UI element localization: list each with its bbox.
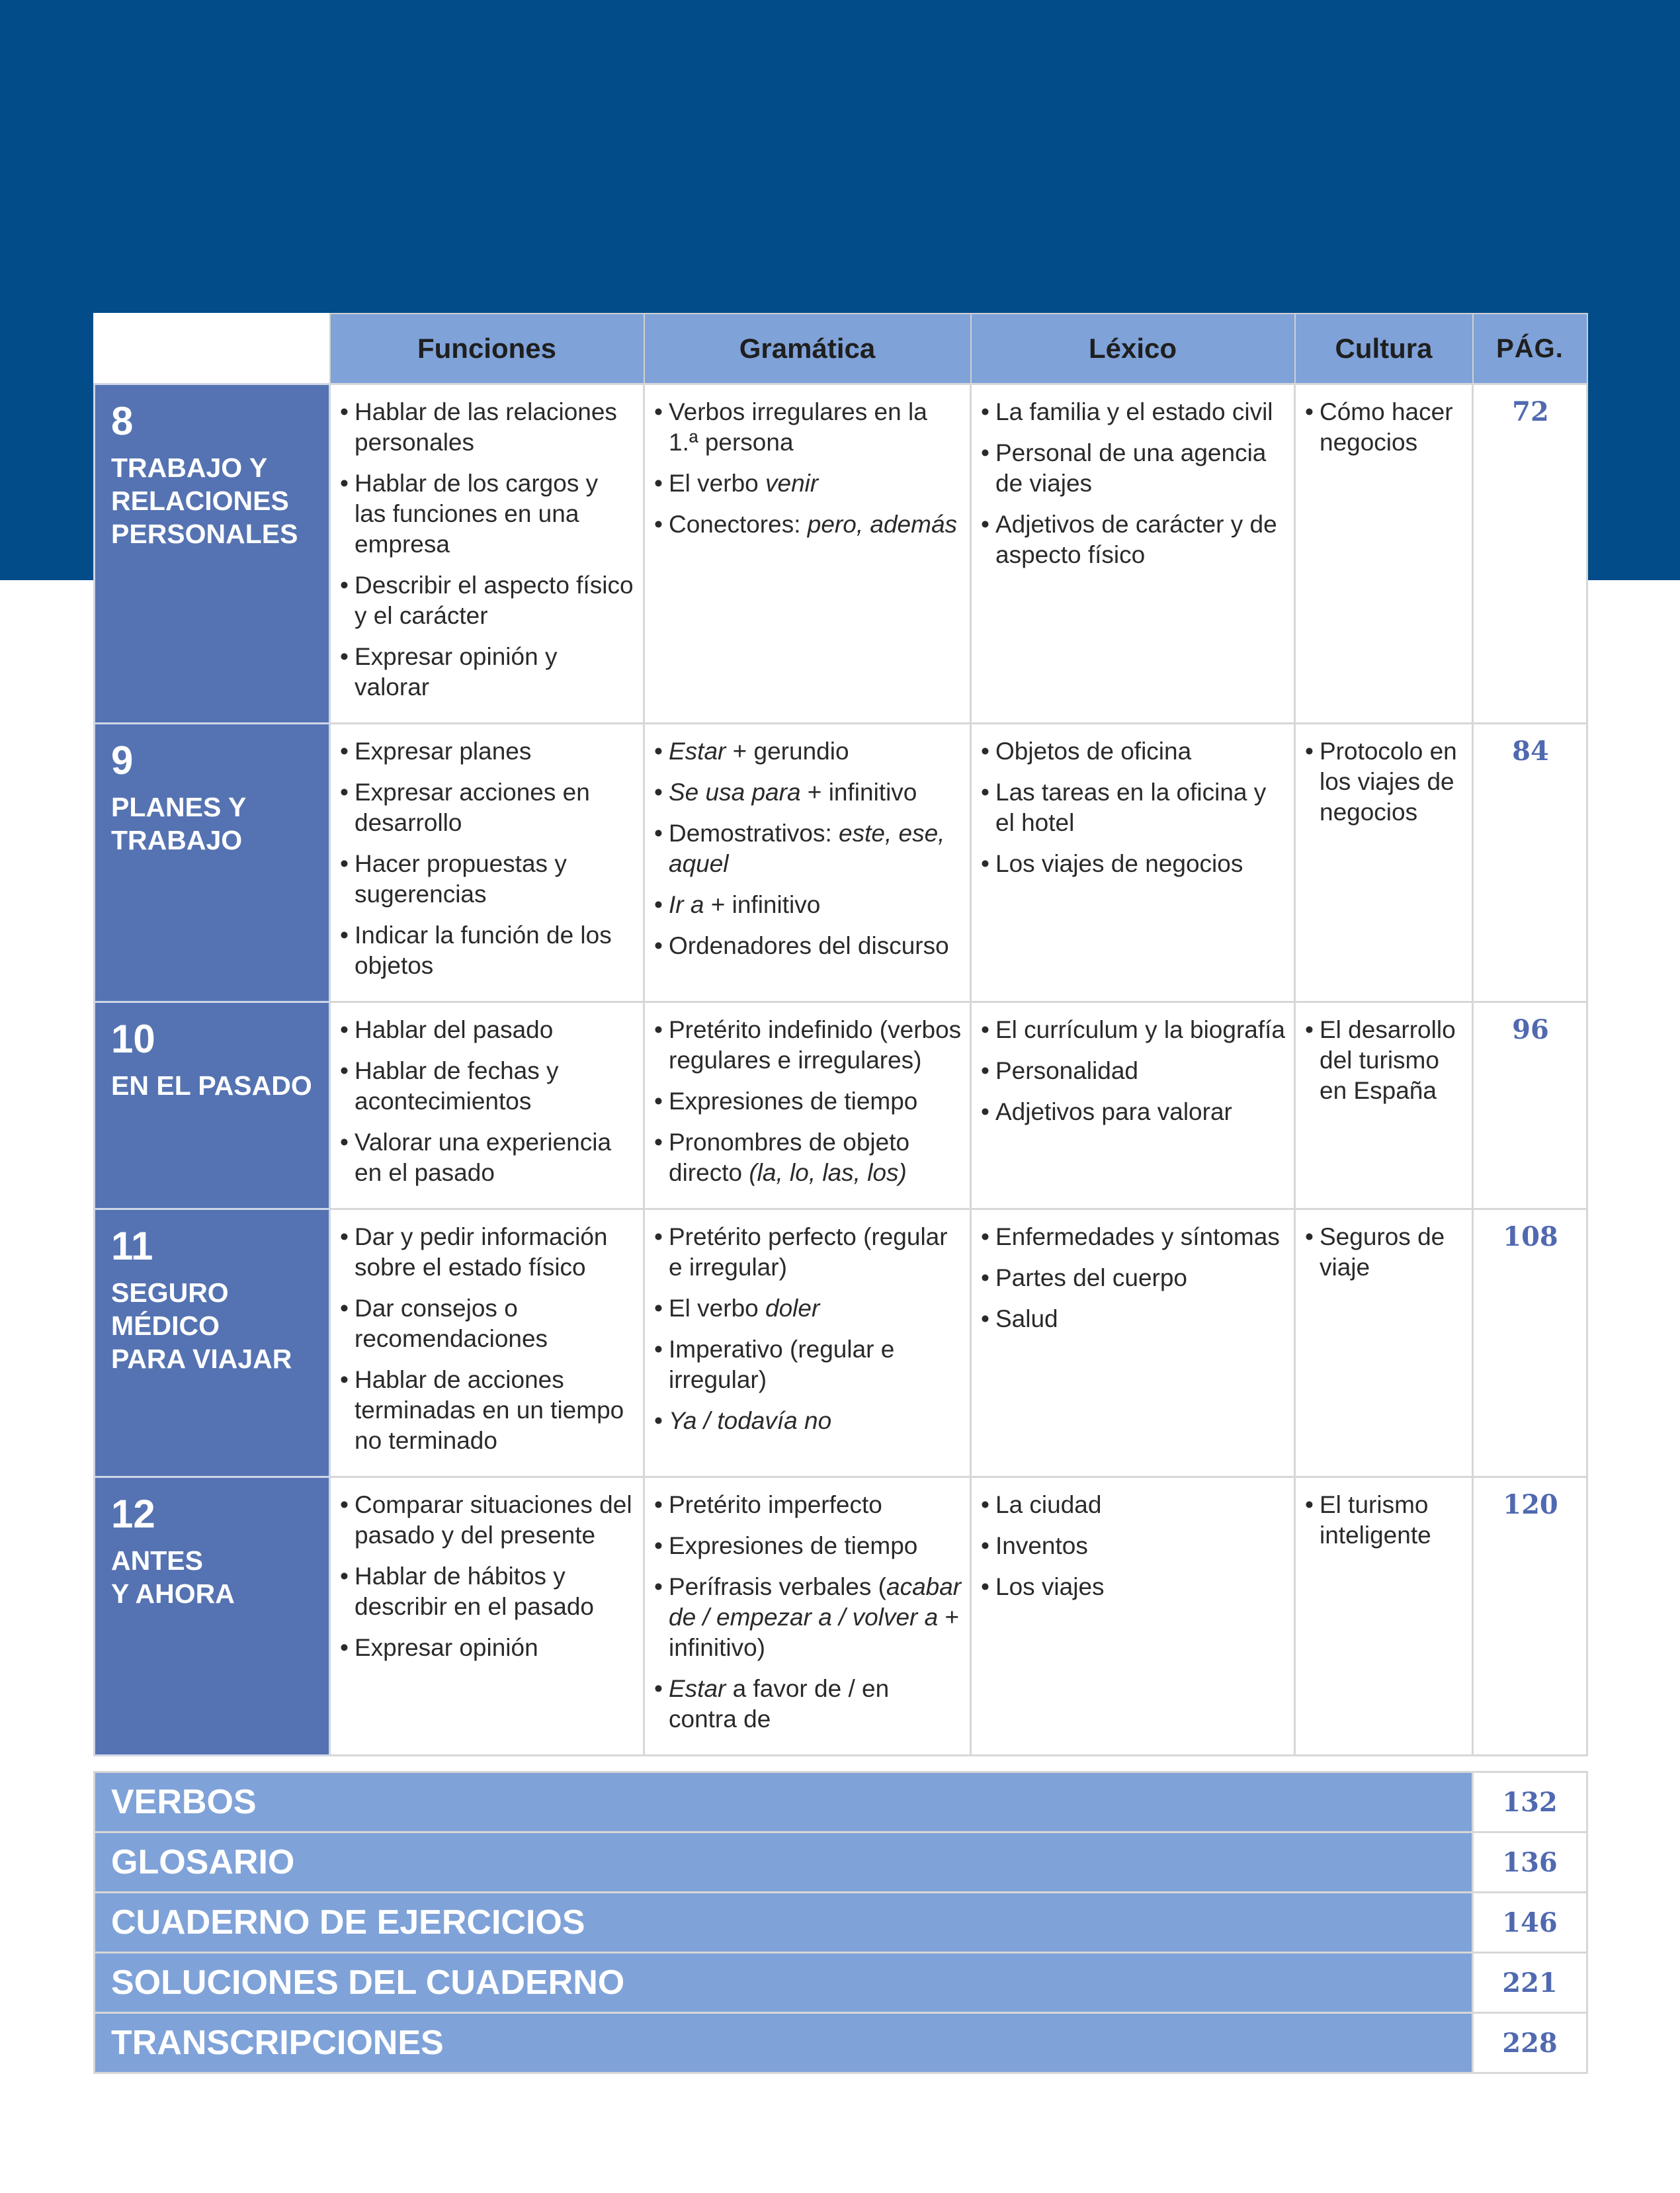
funciones-list-item: • Dar consejos o recomendaciones (340, 1293, 635, 1354)
cultura-cell (1295, 1002, 1473, 1209)
gramatica-list-item: • Pretérito perfecto (regular e irregular) (654, 1222, 962, 1283)
header-funciones: Funciones (330, 314, 644, 384)
cultura-cell (1295, 1209, 1473, 1477)
unit-row (95, 1477, 1587, 1756)
cultura-cell (1295, 384, 1473, 724)
page-number: 108 (1473, 1209, 1587, 1477)
gramatica-list-item: • Imperativo (regular e irregular) (654, 1334, 962, 1395)
unit-number: 10 (111, 1017, 155, 1061)
gramatica-list-item: • Pretérito imperfecto (654, 1490, 962, 1520)
appendix-label: CUADERNO DE EJERCICIOS (95, 1893, 1473, 1953)
gramatica-list (654, 1015, 962, 1188)
appendix-row (95, 1772, 1587, 1832)
funciones-list-item: • Expresar opinión (340, 1633, 635, 1663)
funciones-cell (330, 1477, 644, 1756)
funciones-list-item: • Valorar una experiencia en el pasado (340, 1127, 635, 1188)
lexico-cell (971, 724, 1295, 1002)
appendix-page-number: 228 (1473, 2013, 1587, 2073)
gramatica-list-item: • Se usa para + infinitivo (654, 777, 962, 808)
lexico-list-item: • Las tareas en la oficina y el hotel (981, 777, 1286, 838)
blank-header-cell (95, 314, 330, 384)
funciones-list-item: • Hablar de acciones terminadas en un tiempo no terminado (340, 1365, 635, 1456)
gramatica-list-item: • Expresiones de tiempo (654, 1086, 962, 1117)
lexico-list-item: • La ciudad (981, 1490, 1286, 1520)
cultura-list-item: • Cómo hacer negocios (1305, 397, 1464, 458)
funciones-list (340, 1222, 635, 1456)
page-number: 96 (1473, 1002, 1587, 1209)
unit-row (95, 384, 1587, 724)
gramatica-cell (644, 1477, 971, 1756)
page-number: 72 (1473, 384, 1587, 724)
unit-title: ANTES Y AHORA (111, 1545, 235, 1609)
lexico-list-item: • La familia y el estado civil (981, 397, 1286, 427)
lexico-list-item: • Los viajes de negocios (981, 849, 1286, 879)
gramatica-list (654, 736, 962, 961)
lexico-list-item: • Adjetivos para valorar (981, 1097, 1286, 1127)
lexico-list (981, 1222, 1286, 1334)
funciones-list-item: • Hablar del pasado (340, 1015, 635, 1045)
funciones-list-item: • Describir el aspecto físico y el carácter (340, 570, 635, 631)
appendix-label: GLOSARIO (95, 1832, 1473, 1893)
gramatica-cell (644, 1002, 971, 1209)
funciones-list (340, 1015, 635, 1188)
gramatica-list-item: • Estar a favor de / en contra de (654, 1674, 962, 1735)
unit-heading-cell (95, 384, 330, 724)
gramatica-list-item: • El verbo doler (654, 1293, 962, 1324)
unit-title: PLANES Y TRABAJO (111, 792, 247, 855)
gramatica-cell (644, 1209, 971, 1477)
funciones-cell (330, 1002, 644, 1209)
gramatica-list-item: • Demostrativos: este, ese, aquel (654, 818, 962, 879)
unit-number: 9 (111, 738, 134, 783)
gramatica-cell (644, 724, 971, 1002)
gramatica-list-item: • Pretérito indefinido (verbos regulares e irregulares) (654, 1015, 962, 1076)
cultura-list (1305, 1490, 1464, 1551)
gramatica-list-item: • El verbo venir (654, 468, 962, 499)
gramatica-list (654, 1222, 962, 1436)
gramatica-list-item: • Ir a + infinitivo (654, 890, 962, 920)
cultura-list (1305, 397, 1464, 458)
funciones-list (340, 1490, 635, 1663)
appendix-page-number: 132 (1473, 1772, 1587, 1832)
unit-number: 12 (111, 1492, 155, 1536)
lexico-list-item: • El currículum y la biografía (981, 1015, 1286, 1045)
gramatica-list-item: • Expresiones de tiempo (654, 1531, 962, 1561)
funciones-list-item: • Hablar de hábitos y describir en el pasado (340, 1561, 635, 1622)
gramatica-list-item: • Conectores: pero, además (654, 509, 962, 540)
gramatica-list-item: • Verbos irregulares en la 1.ª persona (654, 397, 962, 458)
funciones-list-item: • Indicar la función de los objetos (340, 920, 635, 981)
funciones-list-item: • Hablar de fechas y acontecimientos (340, 1056, 635, 1117)
unit-heading-cell (95, 1002, 330, 1209)
funciones-list-item: • Hablar de los cargos y las funciones en una empresa (340, 468, 635, 560)
page-number: 120 (1473, 1477, 1587, 1756)
appendix-rows (95, 1772, 1587, 2073)
unit-row (95, 1002, 1587, 1209)
cultura-cell (1295, 1477, 1473, 1756)
lexico-list (981, 397, 1286, 570)
cultura-list (1305, 1222, 1464, 1283)
page-number: 84 (1473, 724, 1587, 1002)
lexico-list-item: • Partes del cuerpo (981, 1263, 1286, 1293)
lexico-list (981, 1490, 1286, 1602)
header-lexico: Léxico (971, 314, 1295, 384)
gramatica-list-item: • Estar + gerundio (654, 736, 962, 767)
appendix-label: VERBOS (95, 1772, 1473, 1832)
unit-title: TRABAJO Y RELACIONES PERSONALES (111, 452, 298, 549)
gramatica-list (654, 397, 962, 540)
funciones-list-item: • Comparar situaciones del pasado y del presente (340, 1490, 635, 1551)
appendix-row (95, 2013, 1587, 2073)
appendix-label: SOLUCIONES DEL CUADERNO (95, 1953, 1473, 2013)
gramatica-cell (644, 384, 971, 724)
funciones-list (340, 397, 635, 703)
gramatica-list-item: • Ya / todavía no (654, 1406, 962, 1436)
appendix-page-number: 146 (1473, 1893, 1587, 1953)
cultura-list-item: • Seguros de viaje (1305, 1222, 1464, 1283)
lexico-list (981, 1015, 1286, 1127)
lexico-list-item: • Enfermedades y síntomas (981, 1222, 1286, 1252)
unit-heading-cell (95, 1209, 330, 1477)
lexico-list-item: • Adjetivos de carácter y de aspecto físico (981, 509, 1286, 570)
cultura-list (1305, 1015, 1464, 1106)
cultura-cell (1295, 724, 1473, 1002)
gramatica-list-item: • Ordenadores del discurso (654, 931, 962, 961)
funciones-list (340, 736, 635, 981)
funciones-list-item: • Expresar opinión y valorar (340, 642, 635, 703)
unit-heading-cell (95, 724, 330, 1002)
lexico-list-item: • Personal de una agencia de viajes (981, 438, 1286, 499)
lexico-list-item: • Objetos de oficina (981, 736, 1286, 767)
gramatica-list (654, 1490, 962, 1735)
funciones-list-item: • Hacer propuestas y sugerencias (340, 849, 635, 910)
appendix-row (95, 1953, 1587, 2013)
lexico-list-item: • Salud (981, 1304, 1286, 1334)
lexico-list-item: • Personalidad (981, 1056, 1286, 1086)
appendix-page-number: 136 (1473, 1832, 1587, 1893)
unit-title: SEGURO MÉDICO PARA VIAJAR (111, 1277, 292, 1374)
funciones-list-item: • Hablar de las relaciones personales (340, 397, 635, 458)
header-pag: PÁG. (1473, 314, 1587, 384)
unit-row (95, 724, 1587, 1002)
appendix-label: TRANSCRIPCIONES (95, 2013, 1473, 2073)
lexico-list (981, 736, 1286, 879)
cultura-list-item: • El desarrollo del turismo en España (1305, 1015, 1464, 1106)
appendix-page-number: 221 (1473, 1953, 1587, 2013)
unit-row (95, 1209, 1587, 1477)
unit-heading-cell (95, 1477, 330, 1756)
cultura-list-item: • Protocolo en los viajes de negocios (1305, 736, 1464, 828)
funciones-list-item: • Expresar acciones en desarrollo (340, 777, 635, 838)
appendix-table (93, 1771, 1588, 2074)
appendix-row (95, 1893, 1587, 1953)
unit-rows (95, 384, 1587, 1756)
gramatica-list-item: • Perífrasis verbales (acabar de / empezar a / volver a + infinitivo) (654, 1572, 962, 1663)
lexico-cell (971, 384, 1295, 724)
unit-number: 8 (111, 399, 134, 443)
funciones-list-item: • Expresar planes (340, 736, 635, 767)
cultura-list-item: • El turismo inteligente (1305, 1490, 1464, 1551)
gramatica-list-item: • Pronombres de objeto directo (la, lo, las, los) (654, 1127, 962, 1188)
funciones-cell (330, 384, 644, 724)
header-cultura: Cultura (1295, 314, 1473, 384)
appendix-row (95, 1832, 1587, 1893)
funciones-cell (330, 724, 644, 1002)
header-gramatica: Gramática (644, 314, 971, 384)
unit-number: 11 (111, 1224, 153, 1268)
funciones-list-item: • Dar y pedir información sobre el estado físico (340, 1222, 635, 1283)
lexico-list-item: • Inventos (981, 1531, 1286, 1561)
unit-title: EN EL PASADO (111, 1070, 312, 1101)
lexico-cell (971, 1477, 1295, 1756)
funciones-cell (330, 1209, 644, 1477)
lexico-cell (971, 1002, 1295, 1209)
header-row (95, 314, 1587, 384)
cultura-list (1305, 736, 1464, 828)
lexico-cell (971, 1209, 1295, 1477)
contents-table (93, 313, 1588, 1756)
lexico-list-item: • Los viajes (981, 1572, 1286, 1602)
